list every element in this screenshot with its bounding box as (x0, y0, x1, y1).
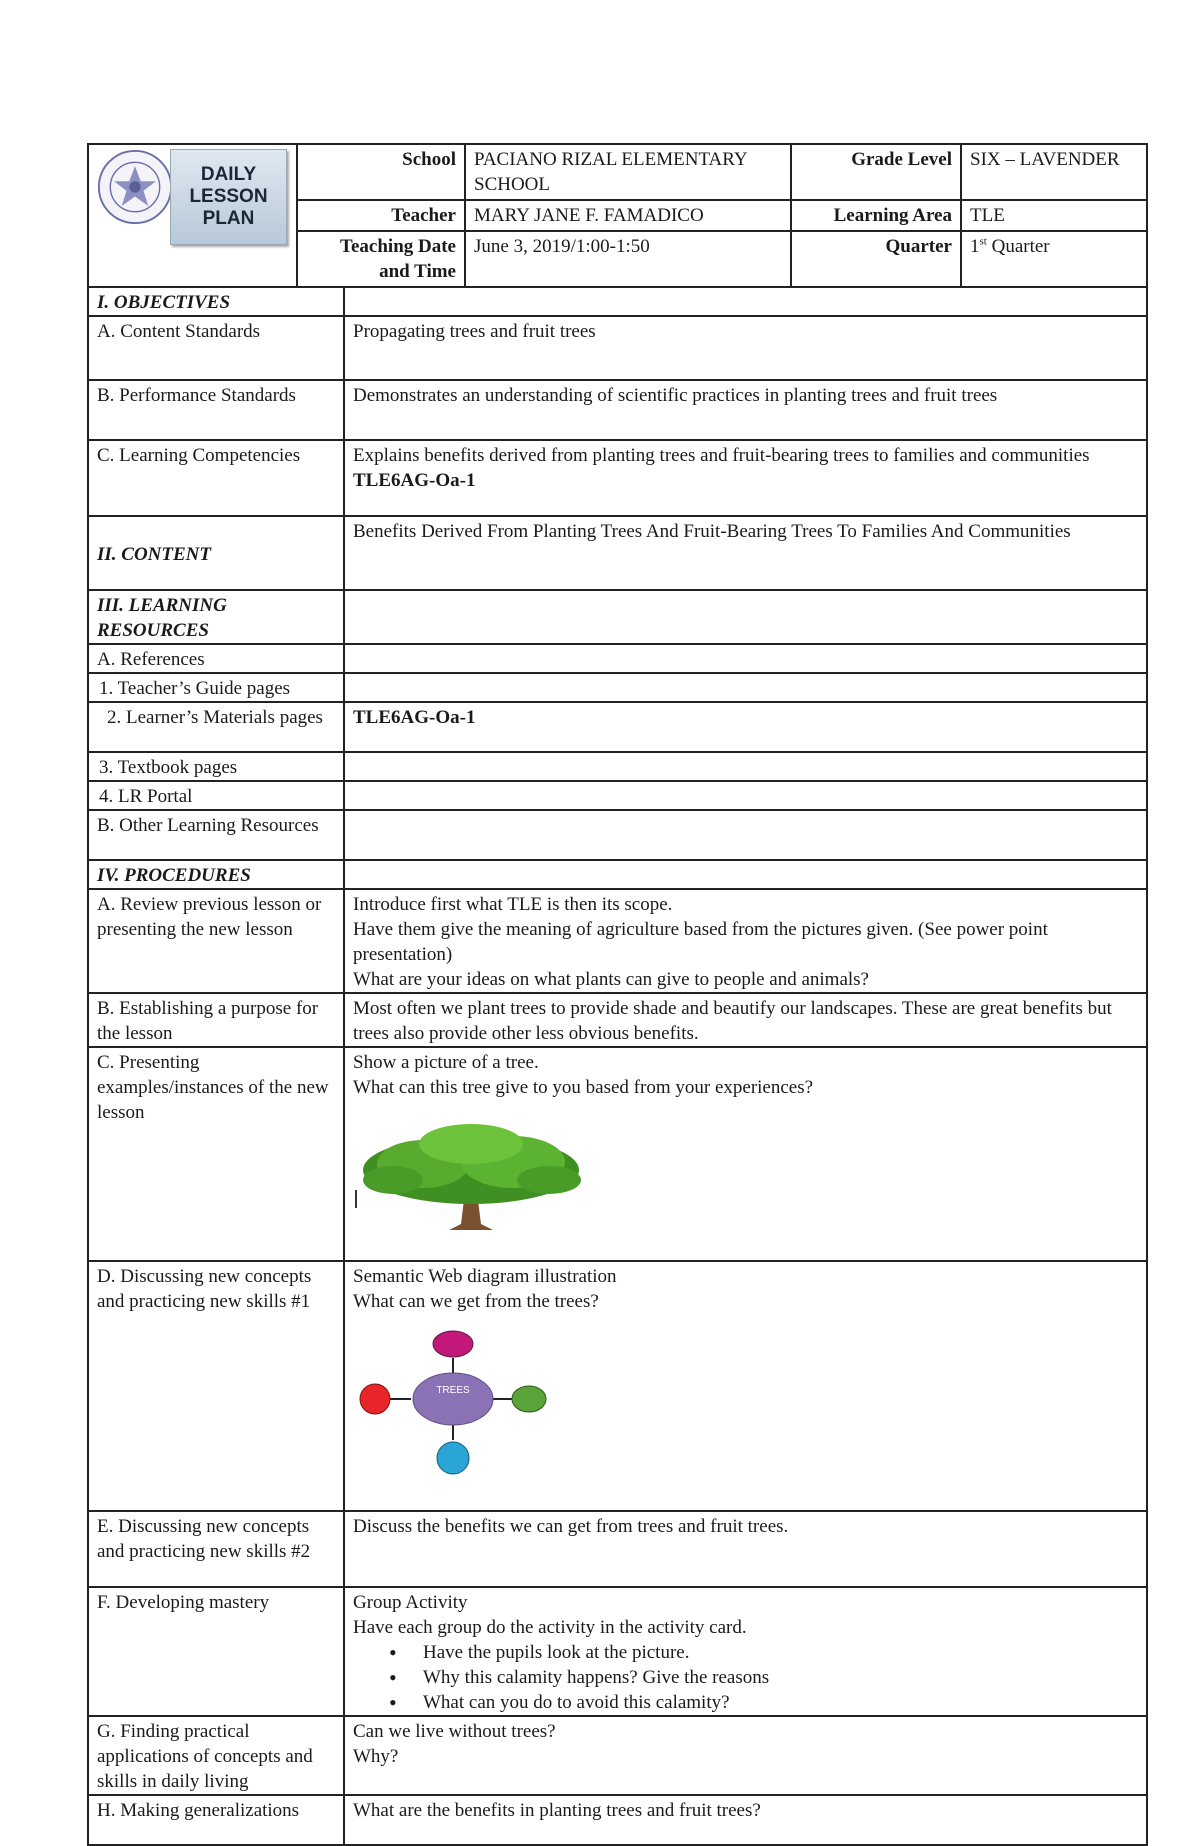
review-line-1: Introduce first what TLE is then its scope. (353, 894, 673, 915)
diagram-node-bottom (437, 1442, 469, 1474)
daily-lesson-plan-badge (170, 149, 287, 245)
mastery-line-2: Have each group do the activity in the activity card. (353, 1617, 747, 1638)
performance-standards-label: B. Performance Standards (88, 380, 344, 440)
teacher-label: Teacher (297, 200, 465, 231)
teaching-date-label: Teaching Date and Time (297, 231, 465, 287)
logo-cell (88, 144, 297, 287)
list-item: • Why this calamity happens? Give the reasons (423, 1665, 1138, 1690)
learning-area-value: TLE (961, 200, 1147, 231)
applications-line-1: Can we live without trees? (353, 1721, 556, 1742)
purpose-label: B. Establishing a purpose for the lesson (88, 993, 344, 1047)
other-resources-label: B. Other Learning Resources (88, 810, 344, 860)
presenting-examples-label: C. Presenting examples/instances of the new lesson (88, 1047, 344, 1261)
learning-competencies-cell (344, 440, 1147, 516)
examples-line-1: Show a picture of a tree. (353, 1052, 539, 1073)
school-value: PACIANO RIZAL ELEMENTARY SCHOOL (465, 144, 791, 200)
learning-competencies-value: Explains benefits derived from planting trees and fruit-bearing trees to families and communities (353, 445, 1090, 466)
developing-mastery-cell (344, 1587, 1147, 1716)
procedures-heading: IV. PROCEDURES (88, 860, 344, 889)
deped-seal-icon (97, 149, 173, 225)
content-value: Benefits Derived From Planting Trees And Fruit-Bearing Trees To Families And Communities (344, 516, 1147, 590)
generalizations-value: What are the benefits in planting trees and fruit trees? (344, 1795, 1147, 1845)
examples-line-2: What can this tree give to you based from your experiences? (353, 1077, 814, 1098)
semantic-web-diagram (353, 1322, 553, 1492)
developing-mastery-label: F. Developing mastery (88, 1587, 344, 1716)
mastery-bullet-list (353, 1640, 1138, 1715)
lr-portal-label: 4. LR Portal (88, 781, 344, 810)
tree-picture (353, 1120, 593, 1240)
purpose-value: Most often we plant trees to provide shade and beautify our landscapes. These are great benefits but trees also provide other less obvious benefits. (344, 993, 1147, 1047)
semantic-web-line-2: What can we get from the trees? (353, 1291, 599, 1312)
lesson-plan-document (87, 143, 1146, 1846)
content-standards-label: A. Content Standards (88, 316, 344, 380)
school-label: School (297, 144, 465, 200)
objectives-heading: I. OBJECTIVES (88, 287, 344, 316)
tree-canopy (363, 1124, 581, 1204)
generalizations-label: H. Making generalizations (88, 1795, 344, 1845)
semantic-web-line-1: Semantic Web diagram illustration (353, 1266, 617, 1287)
quarter-value: 1st Quarter (961, 231, 1147, 287)
content-heading: II. CONTENT (88, 516, 344, 590)
lesson-table (87, 286, 1148, 1846)
grade-level-value: SIX – LAVENDER (961, 144, 1147, 200)
competency-code: TLE6AG-Oa-1 (353, 470, 476, 491)
content-standards-value: Propagating trees and fruit trees (344, 316, 1147, 380)
teachers-guide-label: 1. Teacher’s Guide pages (88, 673, 344, 702)
review-line-2: Have them give the meaning of agriculture based from the pictures given. (See power point presentation) (353, 919, 1048, 965)
teacher-value: MARY JANE F. FAMADICO (465, 200, 791, 231)
diagram-node-top (433, 1331, 473, 1357)
practical-applications-cell (344, 1716, 1147, 1795)
learners-materials-value: TLE6AG-Oa-1 (344, 702, 1147, 752)
list-item: • Have the pupils look at the picture. (423, 1640, 1138, 1665)
discussing-skills-2-label: E. Discussing new concepts and practicing new skills #2 (88, 1511, 344, 1587)
review-line-3: What are your ideas on what plants can give to people and animals? (353, 969, 869, 990)
diagram-node-center (413, 1373, 493, 1425)
header-table (87, 143, 1148, 288)
learning-competencies-label: C. Learning Competencies (88, 440, 344, 516)
logo-line-1: DAILY (200, 164, 257, 185)
discussing-skills-1-cell (344, 1261, 1147, 1511)
grade-level-label: Grade Level (791, 144, 961, 200)
learners-materials-label: 2. Learner’s Materials pages (88, 702, 344, 752)
review-lesson-label: A. Review previous lesson or presenting the new lesson (88, 889, 344, 993)
practical-applications-label: G. Finding practical applications of concepts and skills in daily living (88, 1716, 344, 1795)
diagram-node-right (512, 1386, 546, 1412)
applications-line-2: Why? (353, 1746, 399, 1767)
discussing-skills-1-label: D. Discussing new concepts and practicing new skills #1 (88, 1261, 344, 1511)
logo-line-2: LESSON (189, 186, 268, 207)
learning-area-label: Learning Area (791, 200, 961, 231)
list-item: • What can you do to avoid this calamity? (423, 1690, 1138, 1715)
mastery-line-1: Group Activity (353, 1592, 468, 1613)
discussing-skills-2-value: Discuss the benefits we can get from trees and fruit trees. (344, 1511, 1147, 1587)
performance-standards-value: Demonstrates an understanding of scientific practices in planting trees and fruit trees (344, 380, 1147, 440)
quarter-label: Quarter (791, 231, 961, 287)
learning-resources-heading: III. LEARNING RESOURCES (88, 590, 344, 644)
diagram-center-label: TREES (436, 1385, 470, 1396)
diagram-node-left (360, 1384, 390, 1414)
logo-line-3: PLAN (202, 208, 255, 229)
review-lesson-cell (344, 889, 1147, 993)
references-label: A. References (88, 644, 344, 673)
teaching-date-value: June 3, 2019/1:00-1:50 (465, 231, 791, 287)
textbook-pages-label: 3. Textbook pages (88, 752, 344, 781)
presenting-examples-cell (344, 1047, 1147, 1261)
